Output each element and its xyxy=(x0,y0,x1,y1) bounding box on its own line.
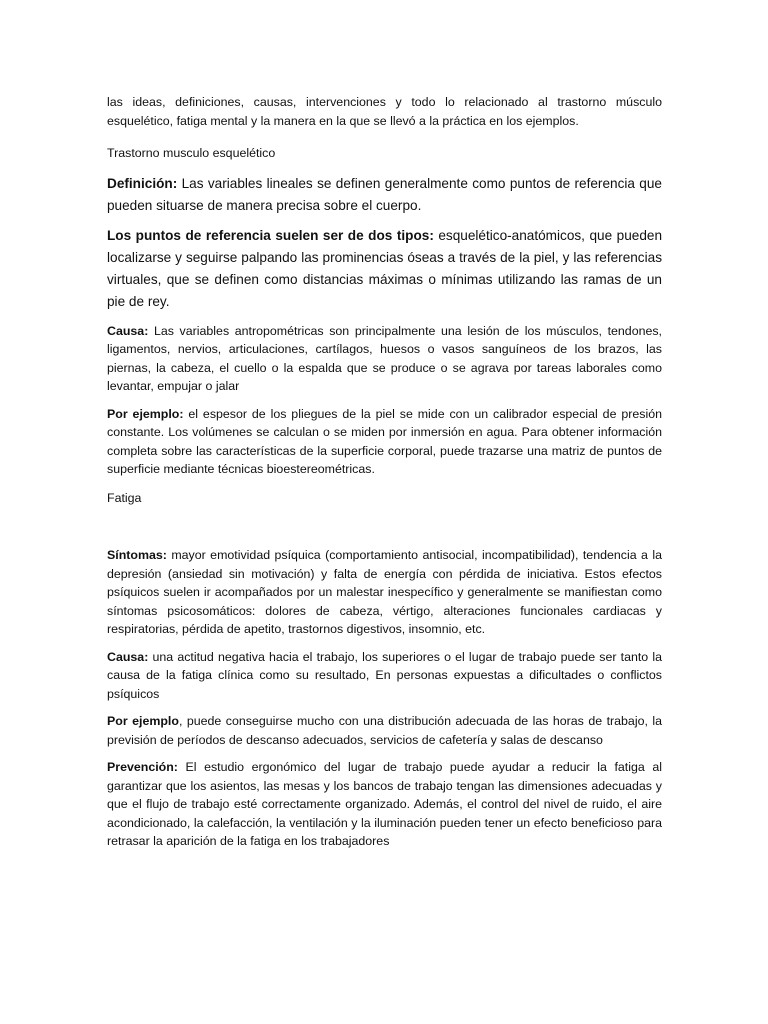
causa-label-1: Causa: xyxy=(107,323,149,338)
prevencion-text: El estudio ergonómico del lugar de trabajo puede ayudar a reducir la fatiga al garantizar que los asientos, las mesas y los bancos de trabajo tengan las dimensiones adecuadas y que el flujo de trabajo esté correctamente organizado. Además, el control del nivel de ruido, el aire acondicionado, la calefacción, la ventilación y la iluminación pueden tener un efecto beneficioso para retrasar la aparición de la fatiga en los trabajadores xyxy=(107,760,662,848)
ejemplo-paragraph-1 xyxy=(107,405,662,479)
definicion-label: Definición: xyxy=(107,175,178,191)
puntos-paragraph xyxy=(107,225,662,313)
prevencion-paragraph xyxy=(107,758,662,851)
causa-paragraph-1 xyxy=(107,322,662,396)
ejemplo-label-2: Por ejemplo xyxy=(107,714,179,728)
causa-label-2: Causa: xyxy=(107,649,149,664)
ejemplo-paragraph-2 xyxy=(107,712,662,749)
sintomas-paragraph xyxy=(107,546,662,639)
puntos-text: esquelético-anatómicos, que pueden localizarse y seguirse palpando las prominencias óseas a través de la piel, y las referencias virtuales, que se definen como distancias máximas o mínimas utilizando las ramas de un pie de rey. xyxy=(107,227,662,309)
heading-fatiga: Fatiga xyxy=(107,490,142,505)
sintomas-label: Síntomas: xyxy=(107,548,167,562)
definicion-paragraph xyxy=(107,173,662,217)
ejemplo-text-2: , puede conseguirse mucho con una distribución adecuada de las horas de trabajo, la previsión de períodos de descanso adecuados, servicios de cafetería y salas de descanso xyxy=(107,714,663,747)
heading-trastorno: Trastorno musculo esquelético xyxy=(107,146,276,160)
puntos-label: Los puntos de referencia suelen ser de dos tipos: xyxy=(107,227,434,243)
causa-paragraph-2 xyxy=(107,648,662,704)
definicion-text: Las variables lineales se definen generalmente como puntos de referencia que pueden situarse de manera precisa sobre el cuerpo. xyxy=(107,175,662,213)
sintomas-text: mayor emotividad psíquica (comportamiento antisocial, incompatibilidad), tendencia a la depresión (ansiedad sin motivación) y falta de energía con pérdida de iniciativa. Estos efectos psíquicos suelen ir acompañados por un malestar inespecífico y generalmente se manifiestan como síntomas psicosomáticos: dolores de cabeza, vértigo, alteraciones funcionales cardiacas y respiratorias, pérdida de apetito, trastornos digestivos, insomnio, etc. xyxy=(107,548,662,636)
intro-paragraph: las ideas, definiciones, causas, intervenciones y todo lo relacionado al trastorno músculo esquelético, fatiga mental y la manera en la que se llevó a la práctica en los ejemplos. xyxy=(107,95,662,128)
causa-text-1: Las variables antropométricas son principalmente una lesión de los músculos, tendones, ligamentos, nervios, articulaciones, cartílagos, huesos o vasos sanguíneos de los brazos, las piernas, la cabeza, el cuello o la espalda que se produce o se agrava por tareas laborales como levantar, empujar o jalar xyxy=(107,323,662,393)
causa-text-2: una actitud negativa hacia el trabajo, los superiores o el lugar de trabajo puede ser tanto la causa de la fatiga clínica como su resultado, En personas expuestas a dificultades o conflictos psíquicos xyxy=(107,649,662,701)
document-page xyxy=(107,93,662,851)
ejemplo-text-1: el espesor de los pliegues de la piel se mide con un calibrador especial de presión constante. Los volúmenes se calculan o se miden por inmersión en agua. Para obtener información completa sobre las características de la superficie corporal, puede trazarse una matriz de puntos de superficie mediante técnicas bioestereométricas. xyxy=(107,406,662,476)
prevencion-label: Prevención: xyxy=(107,760,178,774)
ejemplo-label-1: Por ejemplo: xyxy=(107,406,184,421)
